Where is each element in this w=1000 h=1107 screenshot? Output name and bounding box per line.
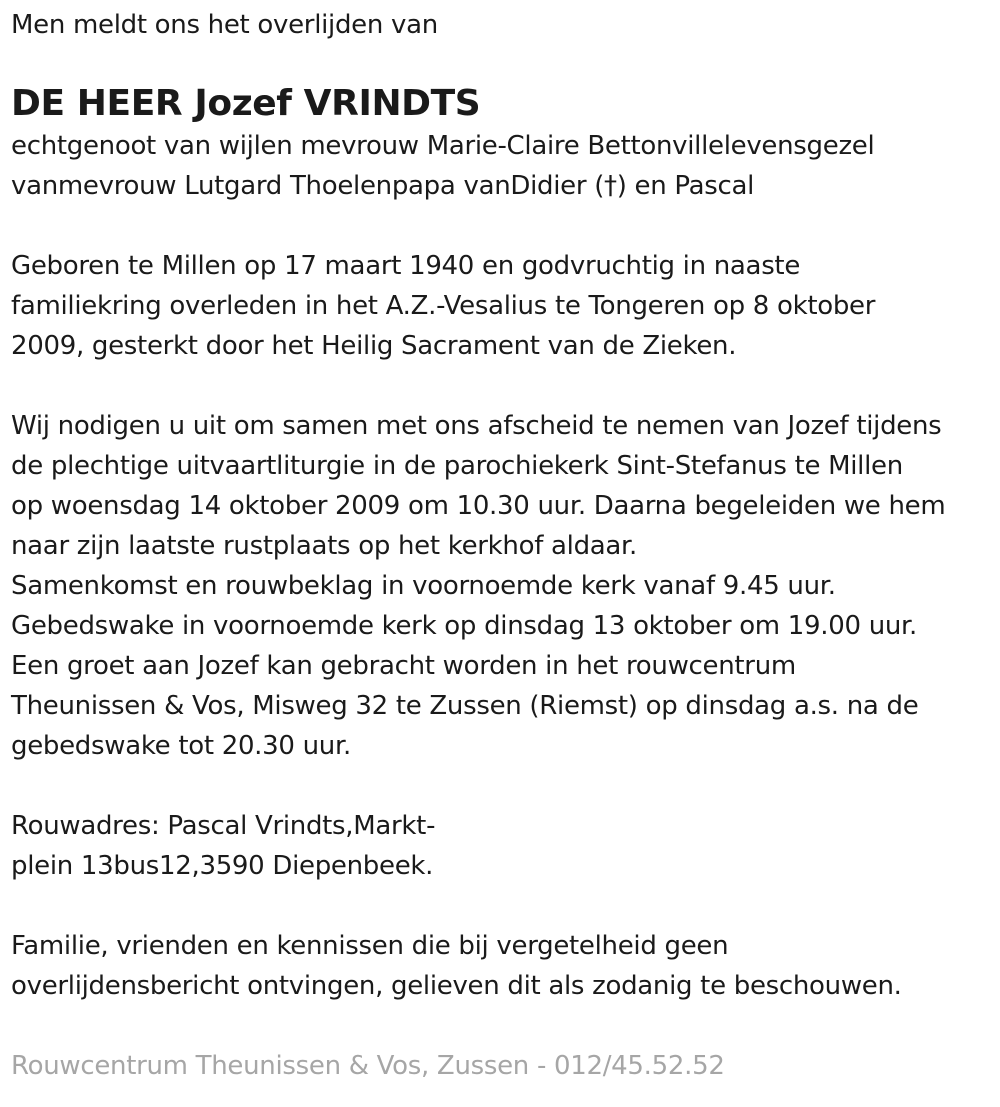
ceremony-line: naar zijn laatste rustplaats op het kerkhof aldaar. [11,531,638,561]
closing-paragraph [11,926,996,1006]
address-line: plein 13bus12,3590 Diepenbeek. [11,851,434,881]
birth-death-paragraph [11,246,996,366]
ceremony-paragraph [11,406,996,766]
birth-death-line: familiekring overleden in het A.Z.-Vesalius te Tongeren op 8 oktober [11,291,876,321]
ceremony-line: Wij nodigen u uit om samen met ons afscheid te nemen van Jozef tijdens [11,411,942,441]
relations-line: vanmevrouw Lutgard Thoelenpapa vanDidier (†) en Pascal [11,171,755,201]
ceremony-line: Samenkomst en rouwbeklag in voornoemde kerk vanaf 9.45 uur. [11,571,836,601]
closing-line: overlijdensbericht ontvingen, gelieven dit als zodanig te beschouwen. [11,971,902,1001]
ceremony-line: Gebedswake in voornoemde kerk op dinsdag 13 oktober om 19.00 uur. [11,611,918,641]
ceremony-line: op woensdag 14 oktober 2009 om 10.30 uur. Daarna begeleiden we hem [11,491,946,521]
birth-death-line: Geboren te Millen op 17 maart 1940 en godvruchtig in naaste [11,251,801,281]
ceremony-line: Theunissen & Vos, Misweg 32 te Zussen (Riemst) op dinsdag a.s. na de [11,691,919,721]
relations-line: echtgenoot van wijlen mevrouw Marie-Claire Bettonvillelevensgezel [11,131,875,161]
relations-paragraph [11,126,996,206]
funeral-home-footer: Rouwcentrum Theunissen & Vos, Zussen - 012/45.52.52 [11,1051,725,1081]
ceremony-line: de plechtige uitvaartliturgie in de parochiekerk Sint-Stefanus te Millen [11,451,903,481]
death-notice [11,0,996,1086]
address-paragraph [11,806,996,886]
intro-text: Men meldt ons het overlijden van [11,10,438,40]
ceremony-line: Een groet aan Jozef kan gebracht worden in het rouwcentrum [11,651,796,681]
birth-death-line: 2009, gesterkt door het Heilig Sacrament van de Zieken. [11,331,737,361]
ceremony-line: gebedswake tot 20.30 uur. [11,731,351,761]
address-line: Rouwadres: Pascal Vrindts,Markt- [11,811,436,841]
closing-line: Familie, vrienden en kennissen die bij vergetelheid geen [11,931,729,961]
deceased-name: DE HEER Jozef VRINDTS [11,83,481,124]
